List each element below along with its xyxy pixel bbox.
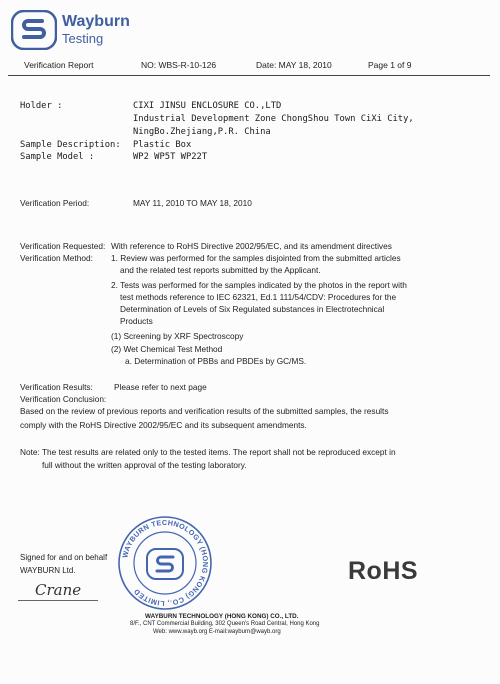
results-label: Verification Results: <box>20 382 93 392</box>
method-line-5: Determination of Levels of Six Regulated substances in Electrotechnical <box>120 304 385 314</box>
sample-desc-label: Sample Description: <box>20 140 121 150</box>
header-rule <box>8 75 490 76</box>
method-line-2: and the related test reports submitted by the Applicant. <box>120 265 321 275</box>
method-line-4: test methods reference to IEC 62321, Ed.1 111/54/CDV: Procedures for the <box>120 292 397 302</box>
method-label: Verification Method: <box>20 253 93 263</box>
note-line-2: full without the written approval of the testing laboratory. <box>42 460 247 470</box>
conclusion-label: Verification Conclusion: <box>20 394 107 404</box>
method-line-7: (1) Screening by XRF Spectroscopy <box>111 331 244 341</box>
report-type: Verification Report <box>24 60 94 70</box>
holder-address-2: NingBo.Zhejiang,P.R. China <box>133 127 271 137</box>
seal-text: WAYBURN TECHNOLOGY (HONG KONG) CO., LIMITED <box>120 517 211 609</box>
report-number: NO: WBS-R-10-126 <box>141 60 217 70</box>
handwritten-signature: Crane <box>35 581 82 599</box>
signed-company: WAYBURN Ltd. <box>20 566 76 575</box>
wayburn-logo-icon <box>11 10 57 50</box>
footer-web: Web: www.wayb.org E-mail:wayburn@wayb.org <box>153 629 281 635</box>
conclusion-line-1: Based on the review of previous reports and verification results of the submitted samples, the results <box>20 406 389 416</box>
holder-name: CIXI JINSU ENCLOSURE CO.,LTD <box>133 101 282 111</box>
report-date: Date: MAY 18, 2010 <box>256 60 332 70</box>
method-line-8: (2) Wet Chemical Test Method <box>111 344 223 354</box>
method-line-1: 1. Review was performed for the samples disjointed from the submitted articles <box>111 253 401 263</box>
signature-line <box>18 600 98 601</box>
company-seal-icon <box>117 515 213 611</box>
results-value: Please refer to next page <box>114 382 207 392</box>
page-number: Page 1 of 9 <box>368 60 412 70</box>
footer-company: WAYBURN TECHNOLOGY (HONG KONG) CO., LTD. <box>145 613 299 620</box>
holder-address-1: Industrial Development Zone ChongShou Town CiXi City, <box>133 114 414 124</box>
sample-desc-value: Plastic Box <box>133 140 192 150</box>
footer-address: 8/F., CNT Commercial Building, 302 Queen's Road Central, Hong Kong <box>130 621 320 627</box>
requested-label: Verification Requested: <box>20 241 106 251</box>
method-line-9: a. Determination of PBBs and PBDEs by GC/MS. <box>125 356 307 366</box>
requested-value: With reference to RoHS Directive 2002/95/EC, and its amendment directives <box>111 241 392 251</box>
method-line-3: 2. Tests was performed for the samples indicated by the photos in the report with <box>111 280 407 290</box>
brand-sub: Testing <box>62 31 104 46</box>
sample-model-value: WP2 WP5T WP22T <box>133 152 208 162</box>
period-value: MAY 11, 2010 TO MAY 18, 2010 <box>133 198 252 208</box>
method-line-6: Products <box>120 316 153 326</box>
signed-for-line: Signed for and on behalf <box>20 553 108 562</box>
rohs-mark: RoHS <box>348 557 419 585</box>
brand-name: Wayburn <box>62 13 130 30</box>
sample-model-label: Sample Model : <box>20 152 95 162</box>
conclusion-line-2: comply with the RoHS Directive 2002/95/EC and its subsequent amendments. <box>20 420 307 430</box>
period-label: Verification Period: <box>20 198 90 208</box>
holder-label: Holder : <box>20 101 63 111</box>
note-line-1: Note: The test results are related only to the tested items. The report shall not be reproduced except in <box>20 447 396 457</box>
